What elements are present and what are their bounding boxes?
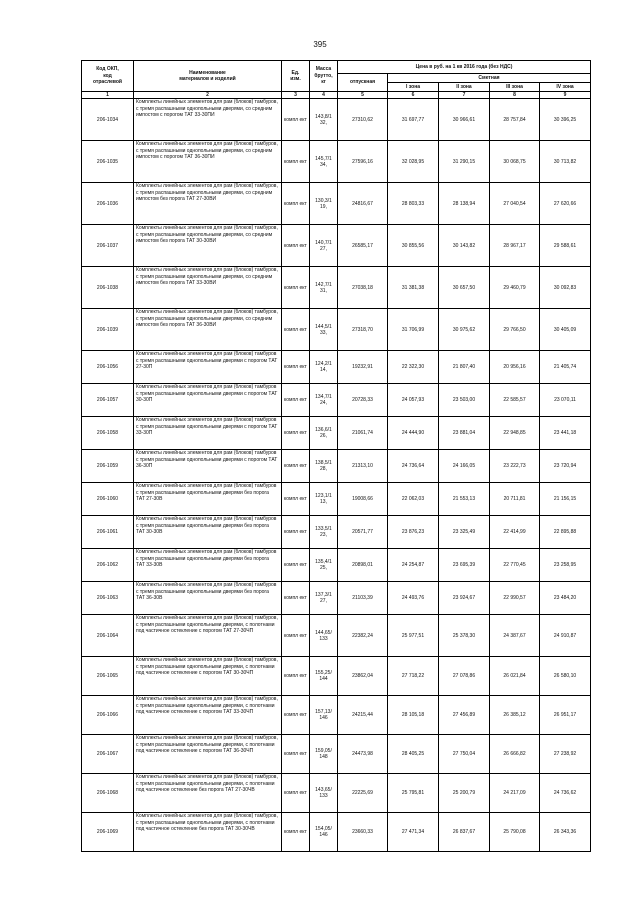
row-unit: компл ект	[282, 99, 310, 141]
row-name: Комплекты линейных элементов для рам (блоков) тамбуров с тремя распашными однопольными дверями без порога ТАТ 33-30В	[134, 549, 282, 582]
row-name: Комплекты линейных элементов для рам (блоков) тамбуров, с тремя распашными однопольными дверями, с полотнами под частичное остекление с порогом ТАТ 36-30ЧП	[134, 735, 282, 774]
col-number: 3	[282, 92, 310, 99]
row-name: Комплекты линейных элементов для рам (блоков) тамбуров с тремя распашными однопольными дверями без порога ТАТ 30-30В	[134, 516, 282, 549]
row-unit: компл ект	[282, 351, 310, 384]
table-row	[82, 813, 591, 852]
header-zone-1: I зона	[388, 83, 439, 92]
row-code: 206-1064	[82, 615, 134, 657]
row-code: 206-1060	[82, 483, 134, 516]
row-zone-2-price: 24 166,05	[439, 450, 490, 483]
row-unit: компл ект	[282, 267, 310, 309]
row-release-price: 21313,10	[338, 450, 388, 483]
row-zone-4-price: 27 238,92	[540, 735, 591, 774]
row-zone-2-price: 30 657,50	[439, 267, 490, 309]
page-number: 395	[313, 40, 327, 49]
row-mass: 137,3/1 27,	[310, 582, 338, 615]
row-zone-1-price: 24 254,87	[388, 549, 439, 582]
row-mass: 136,6/1 26,	[310, 417, 338, 450]
row-zone-4-price: 21 156,15	[540, 483, 591, 516]
table-row	[82, 483, 591, 516]
row-zone-3-price: 22 770,45	[490, 549, 540, 582]
row-zone-2-price: 23 924,67	[439, 582, 490, 615]
table-row	[82, 774, 591, 813]
table-row	[82, 225, 591, 267]
row-mass: 130,3/1 19,	[310, 183, 338, 225]
col-number: 4	[310, 92, 338, 99]
row-zone-2-price: 25 378,30	[439, 615, 490, 657]
row-release-price: 20571,77	[338, 516, 388, 549]
col-number: 9	[540, 92, 591, 99]
row-unit: компл ект	[282, 183, 310, 225]
table-row	[82, 516, 591, 549]
row-zone-1-price: 24 493,76	[388, 582, 439, 615]
header-name: Наименование материалов и изделий	[134, 61, 282, 92]
row-release-price: 21061,74	[338, 417, 388, 450]
row-code: 206-1063	[82, 582, 134, 615]
row-zone-4-price: 29 588,61	[540, 225, 591, 267]
row-mass: 144,5/1 33,	[310, 309, 338, 351]
row-release-price: 26585,17	[338, 225, 388, 267]
row-zone-3-price: 30 068,75	[490, 141, 540, 183]
row-release-price: 19232,91	[338, 351, 388, 384]
row-name: Комплекты линейных элементов для рам (блоков) тамбуров, с тремя распашными однопольными дверями, со средним импостом с порогом ТАТ 36-30ПИ	[134, 141, 282, 183]
row-name: Комплекты линейных элементов для рам (блоков) тамбуров, с тремя распашными однопольными дверями, со средним импостом без порога ТАТ 30-30ВИ	[134, 225, 282, 267]
row-zone-2-price: 26 837,67	[439, 813, 490, 852]
table-row	[82, 99, 591, 141]
row-unit: компл ект	[282, 735, 310, 774]
row-release-price: 27310,62	[338, 99, 388, 141]
row-name: Комплекты линейных элементов для рам (блоков) тамбуров, с тремя распашными однопольными дверями, с полотнами под частичное остекление с порогом ТАТ 30-30ЧП	[134, 657, 282, 696]
row-zone-4-price: 21 405,74	[540, 351, 591, 384]
row-zone-1-price: 28 405,25	[388, 735, 439, 774]
row-zone-1-price: 31 706,99	[388, 309, 439, 351]
row-zone-3-price: 22 585,57	[490, 384, 540, 417]
row-zone-2-price: 23 325,49	[439, 516, 490, 549]
row-unit: компл ект	[282, 141, 310, 183]
row-unit: компл ект	[282, 657, 310, 696]
row-name: Комплекты линейных элементов для рам (блоков) тамбуров с тремя распашными однопольными дверями с порогом ТАТ 30-30П	[134, 384, 282, 417]
row-code: 206-1059	[82, 450, 134, 483]
row-zone-3-price: 28 967,17	[490, 225, 540, 267]
row-unit: компл ект	[282, 549, 310, 582]
row-zone-4-price: 26 951,17	[540, 696, 591, 735]
table-row	[82, 417, 591, 450]
row-zone-3-price: 22 414,99	[490, 516, 540, 549]
row-zone-1-price: 23 876,23	[388, 516, 439, 549]
row-zone-3-price: 26 666,82	[490, 735, 540, 774]
row-zone-3-price: 29 460,79	[490, 267, 540, 309]
row-name: Комплекты линейных элементов для рам (блоков) тамбуров, с тремя распашными однопольными дверями, с полотнами под частичное остекление с порогом ТАТ 33-30ЧП	[134, 696, 282, 735]
row-zone-4-price: 30 396,25	[540, 99, 591, 141]
row-release-price: 27038,18	[338, 267, 388, 309]
row-unit: компл ект	[282, 450, 310, 483]
row-mass: 135,4/1 25,	[310, 549, 338, 582]
col-number: 6	[388, 92, 439, 99]
row-name: Комплекты линейных элементов для рам (блоков) тамбуров с тремя распашными однопольными дверями без порога ТАТ 36-30В	[134, 582, 282, 615]
row-zone-4-price: 30 405,09	[540, 309, 591, 351]
row-zone-1-price: 25 977,51	[388, 615, 439, 657]
table-row	[82, 267, 591, 309]
row-release-price: 22225,69	[338, 774, 388, 813]
row-release-price: 23660,33	[338, 813, 388, 852]
row-unit: компл ект	[282, 483, 310, 516]
header-zone-4: IV зона	[540, 83, 591, 92]
row-zone-4-price: 23 258,95	[540, 549, 591, 582]
row-zone-2-price: 27 456,89	[439, 696, 490, 735]
row-code: 206-1062	[82, 549, 134, 582]
row-zone-3-price: 28 757,84	[490, 99, 540, 141]
row-mass: 133,5/1 23,	[310, 516, 338, 549]
row-zone-1-price: 24 057,93	[388, 384, 439, 417]
row-code: 206-1038	[82, 267, 134, 309]
header-price-title: Цена в руб. на 1 кв 2016 года (без НДС)	[338, 61, 591, 74]
row-zone-1-price: 30 855,56	[388, 225, 439, 267]
row-zone-3-price: 22 948,85	[490, 417, 540, 450]
table-row	[82, 696, 591, 735]
header-release: отпускная	[338, 74, 388, 92]
row-code: 206-1036	[82, 183, 134, 225]
row-code: 206-1068	[82, 774, 134, 813]
table-row	[82, 582, 591, 615]
row-zone-3-price: 27 040,54	[490, 183, 540, 225]
table-row	[82, 615, 591, 657]
row-zone-2-price: 31 290,15	[439, 141, 490, 183]
row-mass: 144,65/ 133	[310, 615, 338, 657]
row-name: Комплекты линейных элементов для рам (блоков) тамбуров, с тремя распашными однопольными дверями, с полотнами под частичное остекление без порога ТАТ 27-30ЧВ	[134, 774, 282, 813]
row-zone-4-price: 23 720,94	[540, 450, 591, 483]
row-zone-3-price: 24 387,67	[490, 615, 540, 657]
row-unit: компл ект	[282, 582, 310, 615]
row-code: 206-1067	[82, 735, 134, 774]
row-zone-3-price: 26 385,12	[490, 696, 540, 735]
row-mass: 145,7/1 34,	[310, 141, 338, 183]
col-number: 8	[490, 92, 540, 99]
row-release-price: 20898,01	[338, 549, 388, 582]
row-zone-3-price: 22 990,57	[490, 582, 540, 615]
row-zone-3-price: 23 222,73	[490, 450, 540, 483]
table-row	[82, 141, 591, 183]
row-zone-2-price: 30 975,62	[439, 309, 490, 351]
price-table	[81, 60, 591, 852]
row-release-price: 21103,39	[338, 582, 388, 615]
header-unit: Ед. изм.	[282, 61, 310, 92]
row-zone-4-price: 27 620,66	[540, 183, 591, 225]
row-name: Комплекты линейных элементов для рам (блоков) тамбуров, с тремя распашными однопольными дверями, со средним импостом без порога ТАТ 27-30ВИ	[134, 183, 282, 225]
row-zone-4-price: 23 484,20	[540, 582, 591, 615]
row-mass: 143,65/ 133	[310, 774, 338, 813]
row-zone-1-price: 25 795,81	[388, 774, 439, 813]
row-zone-1-price: 28 803,33	[388, 183, 439, 225]
row-zone-4-price: 22 895,88	[540, 516, 591, 549]
row-zone-3-price: 25 790,08	[490, 813, 540, 852]
header-mass: Масса брутто, кг	[310, 61, 338, 92]
row-code: 206-1066	[82, 696, 134, 735]
row-mass: 159,05/ 148	[310, 735, 338, 774]
row-unit: компл ект	[282, 813, 310, 852]
row-code: 206-1069	[82, 813, 134, 852]
row-zone-1-price: 31 381,38	[388, 267, 439, 309]
row-zone-3-price: 20 711,81	[490, 483, 540, 516]
row-zone-1-price: 22 322,30	[388, 351, 439, 384]
row-release-price: 24816,67	[338, 183, 388, 225]
row-mass: 154,05/ 146	[310, 813, 338, 852]
row-name: Комплекты линейных элементов для рам (блоков) тамбуров, с тремя распашными однопольными дверями, с полотнами под частичное остекление с порогом ТАТ 27-30ЧП	[134, 615, 282, 657]
row-name: Комплекты линейных элементов для рам (блоков) тамбуров с тремя распашными однопольными дверями с порогом ТАТ 27-30П	[134, 351, 282, 384]
table-row	[82, 309, 591, 351]
row-zone-4-price: 30 713,82	[540, 141, 591, 183]
row-code: 206-1057	[82, 384, 134, 417]
row-zone-3-price: 26 021,84	[490, 657, 540, 696]
row-code: 206-1034	[82, 99, 134, 141]
row-zone-4-price: 24 910,87	[540, 615, 591, 657]
row-unit: компл ект	[282, 384, 310, 417]
row-mass: 143,8/1 32,	[310, 99, 338, 141]
header-code: Код ОКП, код отраслевой	[82, 61, 134, 92]
row-code: 206-1039	[82, 309, 134, 351]
row-zone-1-price: 28 105,18	[388, 696, 439, 735]
row-mass: 134,7/1 24,	[310, 384, 338, 417]
row-name: Комплекты линейных элементов для рам (блоков) тамбуров с тремя распашными однопольными дверями с порогом ТАТ 33-30П	[134, 417, 282, 450]
row-zone-2-price: 27 750,04	[439, 735, 490, 774]
row-mass: 155,25/ 144	[310, 657, 338, 696]
table-row	[82, 657, 591, 696]
row-zone-1-price: 27 718,22	[388, 657, 439, 696]
table-row	[82, 384, 591, 417]
row-zone-3-price: 29 766,50	[490, 309, 540, 351]
table-body	[82, 99, 591, 852]
row-zone-2-price: 27 078,86	[439, 657, 490, 696]
row-name: Комплекты линейных элементов для рам (блоков) тамбуров, с тремя распашными однопольными дверями, со средним импостом с порогом ТАТ 33-30ПИ	[134, 99, 282, 141]
row-name: Комплекты линейных элементов для рам (блоков) тамбуров, с тремя распашными однопольными дверями, со средним импостом без порога ТАТ 33-30ВИ	[134, 267, 282, 309]
row-zone-2-price: 25 200,79	[439, 774, 490, 813]
row-zone-1-price: 27 471,34	[388, 813, 439, 852]
col-number: 2	[134, 92, 282, 99]
row-release-price: 20728,33	[338, 384, 388, 417]
row-code: 206-1065	[82, 657, 134, 696]
table-row	[82, 549, 591, 582]
row-unit: компл ект	[282, 696, 310, 735]
row-name: Комплекты линейных элементов для рам (блоков) тамбуров с тремя распашными однопольными дверями без порога ТАТ 27-30В	[134, 483, 282, 516]
row-zone-2-price: 21 553,13	[439, 483, 490, 516]
row-zone-2-price: 30 966,61	[439, 99, 490, 141]
row-release-price: 27596,16	[338, 141, 388, 183]
row-zone-3-price: 24 217,09	[490, 774, 540, 813]
table-row	[82, 735, 591, 774]
row-zone-4-price: 24 736,62	[540, 774, 591, 813]
row-code: 206-1037	[82, 225, 134, 267]
col-number: 1	[82, 92, 134, 99]
row-zone-4-price: 30 092,83	[540, 267, 591, 309]
row-mass: 157,13/ 146	[310, 696, 338, 735]
row-release-price: 24215,44	[338, 696, 388, 735]
row-code: 206-1061	[82, 516, 134, 549]
row-zone-2-price: 21 807,40	[439, 351, 490, 384]
row-release-price: 23862,04	[338, 657, 388, 696]
row-code: 206-1056	[82, 351, 134, 384]
col-number: 5	[338, 92, 388, 99]
header-estimate: Сметная	[388, 74, 591, 83]
row-mass: 142,7/1 31,	[310, 267, 338, 309]
row-zone-2-price: 23 503,00	[439, 384, 490, 417]
row-zone-2-price: 23 881,04	[439, 417, 490, 450]
table-row	[82, 351, 591, 384]
row-zone-1-price: 22 062,03	[388, 483, 439, 516]
row-zone-1-price: 24 736,64	[388, 450, 439, 483]
row-zone-3-price: 20 956,16	[490, 351, 540, 384]
row-release-price: 22382,24	[338, 615, 388, 657]
row-name: Комплекты линейных элементов для рам (блоков) тамбуров, с тремя распашными однопольными дверями, с полотнами под частичное остекление без порога ТАТ 30-30ЧВ	[134, 813, 282, 852]
row-zone-2-price: 23 695,39	[439, 549, 490, 582]
row-zone-2-price: 28 138,94	[439, 183, 490, 225]
table-row	[82, 183, 591, 225]
row-name: Комплекты линейных элементов для рам (блоков) тамбуров, с тремя распашными однопольными дверями, со средним импостом без порога ТАТ 36-30ВИ	[134, 309, 282, 351]
row-zone-4-price: 26 343,36	[540, 813, 591, 852]
row-unit: компл ект	[282, 774, 310, 813]
row-zone-1-price: 32 028,95	[388, 141, 439, 183]
row-release-price: 27318,70	[338, 309, 388, 351]
row-mass: 123,1/1 13,	[310, 483, 338, 516]
row-unit: компл ект	[282, 225, 310, 267]
row-code: 206-1035	[82, 141, 134, 183]
row-unit: компл ект	[282, 309, 310, 351]
row-unit: компл ект	[282, 516, 310, 549]
row-zone-4-price: 23 441,18	[540, 417, 591, 450]
row-zone-4-price: 26 580,10	[540, 657, 591, 696]
header-zone-3: III зона	[490, 83, 540, 92]
table-row	[82, 450, 591, 483]
header-zone-2: II зона	[439, 83, 490, 92]
row-unit: компл ект	[282, 615, 310, 657]
row-mass: 140,7/1 27,	[310, 225, 338, 267]
row-release-price: 19008,66	[338, 483, 388, 516]
row-unit: компл ект	[282, 417, 310, 450]
row-code: 206-1058	[82, 417, 134, 450]
row-name: Комплекты линейных элементов для рам (блоков) тамбуров с тремя распашными однопольными дверями с порогом ТАТ 36-30П	[134, 450, 282, 483]
row-mass: 124,2/1 14,	[310, 351, 338, 384]
row-zone-1-price: 31 697,77	[388, 99, 439, 141]
row-release-price: 24473,98	[338, 735, 388, 774]
row-mass: 138,5/1 28,	[310, 450, 338, 483]
row-zone-1-price: 24 444,90	[388, 417, 439, 450]
row-zone-4-price: 23 070,11	[540, 384, 591, 417]
col-number: 7	[439, 92, 490, 99]
row-zone-2-price: 30 143,82	[439, 225, 490, 267]
